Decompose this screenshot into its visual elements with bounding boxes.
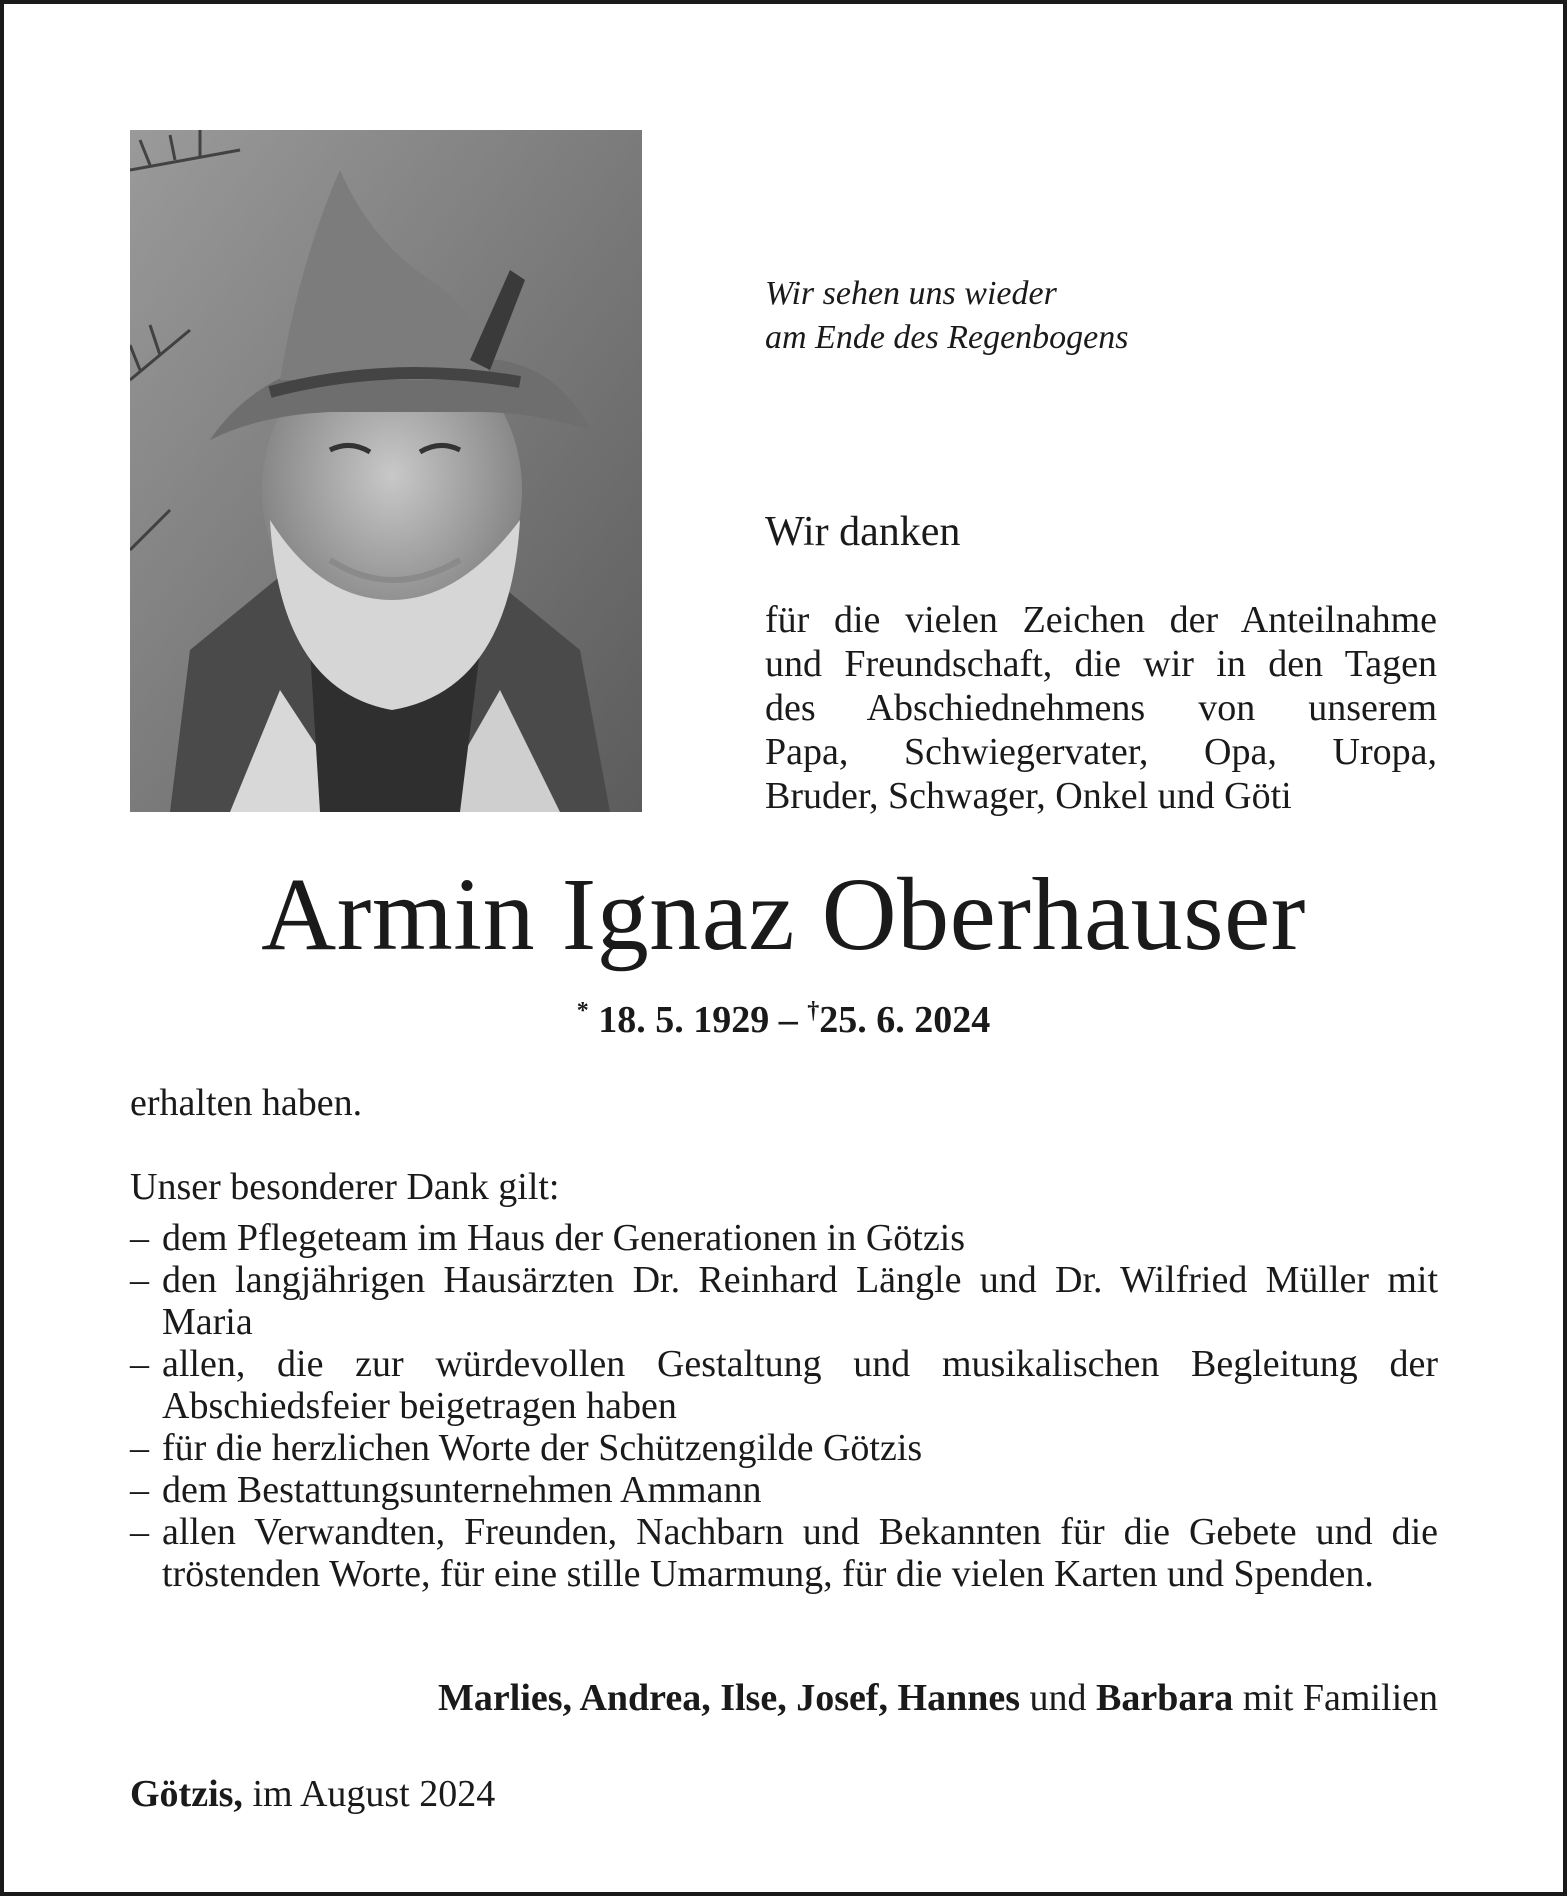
list-item <box>130 1217 1438 1259</box>
list-item-text: den langjährigen Hausärzten Dr. Reinhard Längle und Dr. Wilfried Müller mit Maria <box>162 1259 1438 1343</box>
list-item <box>130 1511 1438 1595</box>
date-separator: – <box>778 999 798 1041</box>
birth-date: 18. 5. 1929 <box>598 999 770 1041</box>
place-name: Götzis, <box>130 1773 243 1815</box>
list-item-text: dem Bestattungsunternehmen Ammann <box>162 1469 762 1511</box>
dash-bullet: – <box>130 1469 149 1511</box>
motto-line-2: am Ende des Regenbogens <box>765 319 1129 356</box>
signer-suffix: mit Familien <box>1242 1677 1438 1719</box>
special-thanks-list <box>130 1217 1438 1595</box>
list-item-text: dem Pflegeteam im Haus der Generationen in Götzis <box>162 1217 966 1259</box>
list-item <box>130 1343 1438 1427</box>
thanks-line: Papa, Schwiegervater, Opa, Uropa, <box>765 731 1437 773</box>
thanks-line: für die vielen Zeichen der Anteilnahme <box>765 599 1437 641</box>
dash-bullet: – <box>130 1511 149 1553</box>
continuation-text: erhalten haben. <box>130 1082 363 1124</box>
list-item <box>130 1427 1438 1469</box>
deceased-name: Armin Ignaz Oberhauser <box>261 857 1306 972</box>
dash-bullet: – <box>130 1343 149 1385</box>
list-item <box>130 1469 1438 1511</box>
list-item-text: allen Verwandten, Freunden, Nachbarn und Bekannten für die Gebete und die tröstenden Worte, für eine stille Umarmung, für die vielen Karten und Spenden. <box>162 1511 1438 1595</box>
dash-bullet: – <box>130 1427 149 1469</box>
thanks-text <box>765 598 1437 818</box>
thanks-line: Bruder, Schwager, Onkel und Göti <box>765 775 1292 817</box>
thanks-line: des Abschiednehmens von unserem <box>765 687 1437 729</box>
death-date: 25. 6. 2024 <box>819 999 991 1041</box>
thanks-line: und Freundschaft, die wir in den Tagen <box>765 643 1437 685</box>
list-item <box>130 1259 1438 1343</box>
list-item-text: für die herzlichen Worte der Schützengilde Götzis <box>162 1427 923 1469</box>
portrait-illustration <box>130 130 642 812</box>
signers-line <box>438 1676 1438 1720</box>
signer-conjunction: und <box>1029 1677 1087 1719</box>
thanks-heading: Wir danken <box>765 509 961 555</box>
death-mark: † <box>807 998 820 1024</box>
motto-line-1: Wir sehen uns wieder <box>765 275 1057 312</box>
place-date <box>130 1772 495 1816</box>
motto-quote <box>765 272 1129 360</box>
portrait-photo <box>130 130 642 812</box>
life-dates <box>0 998 1567 1042</box>
special-thanks-intro: Unser besonderer Dank gilt: <box>130 1166 560 1208</box>
birth-mark: * <box>576 998 589 1024</box>
signer-last-name: Barbara <box>1096 1677 1234 1719</box>
signer-names: Marlies, Andrea, Ilse, Josef, Hannes <box>438 1677 1020 1719</box>
dash-bullet: – <box>130 1217 149 1259</box>
date-text: im August 2024 <box>252 1773 496 1815</box>
dash-bullet: – <box>130 1259 149 1301</box>
list-item-text: allen, die zur würdevollen Gestaltung und musikalischen Begleitung der Abschiedsfeier beigetragen haben <box>162 1343 1438 1427</box>
